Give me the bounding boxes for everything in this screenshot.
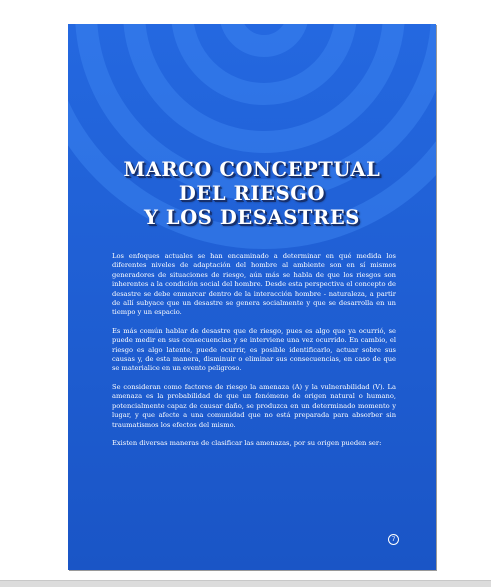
paragraph-1: Los enfoques actuales se han encaminado a determinar en qué medida los diferentes niveles de adaptación del hombre al ambiente son en sí mismos generadores de situaciones de riesgo, aún más se habla de que los riesgos son inherentes a la condición social del hombre. Desde esta perspectiva el concepto de desastre se debe enmarcar dentro de la interacción hombre - naturaleza, a partir de allí subyace que un desastre se genera socialmente y que se desarrolla en un tiempo y un espacio.: [112, 252, 396, 317]
title-line-1: MARCO CONCEPTUAL: [123, 158, 381, 181]
title-line-2: DEL RIESGO: [178, 182, 326, 205]
paragraph-4: Existen diversas maneras de clasificar las amenazas, por su origen pueden ser:: [112, 438, 382, 447]
title-line-3: Y LOS DESASTRES: [143, 206, 360, 229]
page-title: [68, 158, 436, 230]
document-page: [68, 24, 436, 570]
paragraph-3: Se consideran como factores de riesgo la amenaza (A) y la vulnerabilidad (V). La amenaza es la probabilidad de que un fenómeno de origen natural o humano, potencialmente capaz de causar daño, se produzca en un determinado momento y lugar, y que afecte a una comunidad que no está preparada para absorber sin traumatismos los efectos del mismo.: [112, 382, 396, 429]
page-number-badge: 7: [388, 534, 399, 545]
paragraph-2: Es más común hablar de desastre que de riesgo, pues es algo que ya ocurrió, se puede medir en sus consecuencias y se interviene una vez ocurrido. En cambio, el riesgo es algo latente, puede ocurrir, es posible identificarlo, actuar sobre sus causas y, de esta manera, disminuir o eliminar sus consecuencias, en caso de que se materialice en un evento peligroso.: [112, 326, 396, 373]
horizontal-scrollbar[interactable]: [0, 580, 491, 587]
body-text: [112, 252, 396, 457]
